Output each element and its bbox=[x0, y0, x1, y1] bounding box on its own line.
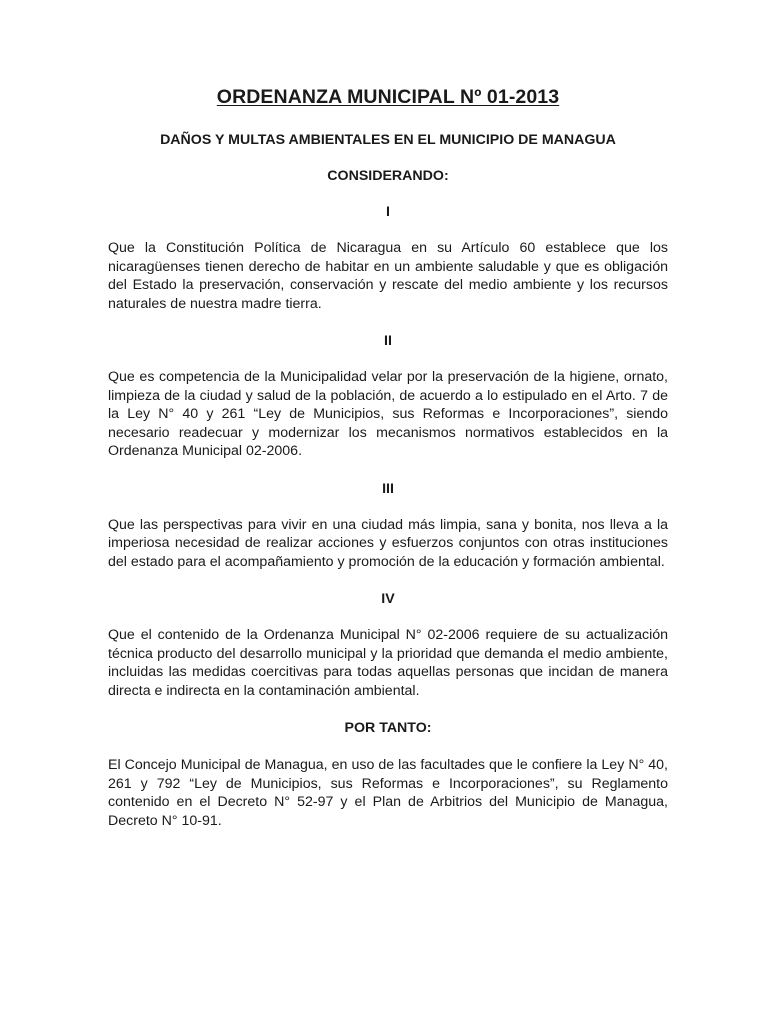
por-tanto-paragraph: El Concejo Municipal de Managua, en uso de las facultades que le confiere la Ley N° 40, 261 y 792 “Ley de Municipios, sus Reformas e Incorporaciones”, su Reglamento contenido en el Decreto N° 52-97 y el Plan de Arbitrios del Municipio de Managua, Decreto N° 10-91. bbox=[108, 757, 668, 829]
section-paragraph-iii: Que las perspectivas para vivir en una ciudad más limpia, sana y bonita, nos lleva a la imperiosa necesidad de realizar acciones y esfuerzos conjuntos con otras instituciones del estado para el acompañamiento y promoción de la educación y formación ambiental. bbox=[108, 516, 668, 570]
section-numeral-ii: II bbox=[384, 333, 392, 349]
considerando-heading: CONSIDERANDO: bbox=[327, 168, 449, 184]
section-paragraph-iv: Que el contenido de la Ordenanza Municipal N° 02-2006 requiere de su actualización técnica producto del desarrollo municipal y la prioridad que demanda el medio ambiente, incluidas las medidas coercitivas para todas aquellas personas que incidan de manera directa e indirecta en la contaminación ambiental. bbox=[108, 627, 668, 699]
por-tanto-heading: POR TANTO: bbox=[344, 720, 432, 736]
section-numeral-iv: IV bbox=[381, 591, 395, 607]
document-title: ORDENANZA MUNICIPAL Nº 01-2013 bbox=[216, 86, 560, 108]
section-paragraph-i: Que la Constitución Política de Nicaragua en su Artículo 60 establece que los nicaragüenses tienen derecho de habitar en un ambiente saludable y que es obligación del Estado la preservación, conservación y rescate del medio ambiente y los recursos naturales de nuestra madre tierra. bbox=[108, 240, 668, 312]
section-numeral-i: I bbox=[386, 204, 390, 220]
section-paragraph-ii: Que es competencia de la Municipalidad velar por la preservación de la higiene, ornato, limpieza de la ciudad y salud de la población, de acuerdo a lo estipulado en el Arto. 7 de la Ley N° 40 y 261 “Ley de Municipios, sus Reformas e Incorporaciones”, siendo necesario readecuar y modernizar los mecanismos normativos establecidos en la Ordenanza Municipal 02-2006. bbox=[108, 369, 668, 459]
section-numeral-iii: III bbox=[382, 480, 394, 497]
document-subtitle: DAÑOS Y MULTAS AMBIENTALES EN EL MUNICIPIO DE MANAGUA bbox=[160, 132, 616, 148]
